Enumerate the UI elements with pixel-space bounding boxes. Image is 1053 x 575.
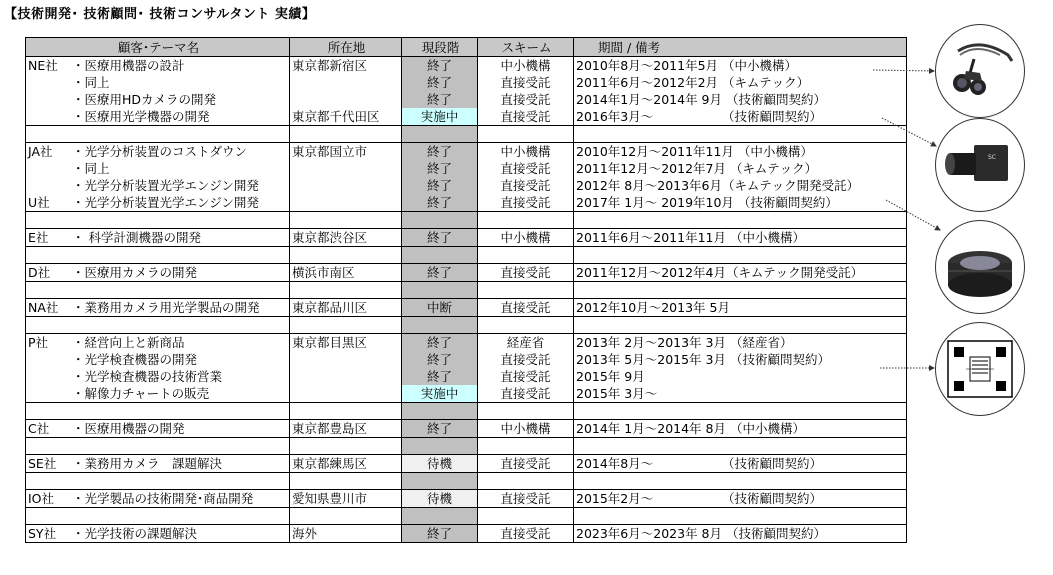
status-badge: 終了	[402, 420, 478, 438]
period-cell: 2011年12月～2012年4月（キムテック開発受託）	[574, 264, 907, 282]
header-status: 現段階	[402, 38, 478, 57]
company-name: SY社	[28, 526, 57, 541]
status-badge: 終了	[402, 351, 478, 368]
header-location: 所在地	[290, 38, 402, 57]
location-cell: 東京都目黒区	[290, 334, 402, 352]
period-cell: 2011年12月～2012年7月 （キムテック）	[574, 160, 907, 177]
scheme-cell: 直接受託	[478, 525, 574, 543]
scheme-cell: 経産省	[478, 334, 574, 352]
header-scheme: スキーム	[478, 38, 574, 57]
theme-name: ・光学分析装置光学エンジン開発	[72, 178, 259, 193]
period-cell: 2015年 9月	[574, 368, 907, 385]
theme-name: ・医療用カメラの開発	[72, 265, 198, 280]
scheme-cell: 直接受託	[478, 160, 574, 177]
scheme-cell: 中小機構	[478, 420, 574, 438]
theme-name: ・光学検査機器の開発	[72, 352, 198, 367]
status-badge: 待機	[402, 455, 478, 473]
theme-name: ・解像力チャートの販売	[72, 386, 210, 401]
scheme-cell: 直接受託	[478, 368, 574, 385]
scheme-cell: 直接受託	[478, 455, 574, 473]
location-cell: 東京都渋谷区	[290, 229, 402, 247]
period-cell: 2017年 1月～ 2019年10月 （技術顧問契約）	[574, 194, 907, 212]
location-cell: 愛知県豊川市	[290, 490, 402, 508]
theme-name: ・医療用HDカメラの開発	[72, 92, 217, 107]
period-cell: 2014年 1月～2014年 8月 （中小機構）	[574, 420, 907, 438]
company-name: IO社	[28, 491, 55, 506]
status-badge: 終了	[402, 525, 478, 543]
status-badge: 終了	[402, 74, 478, 91]
company-name: NA社	[28, 300, 59, 315]
period-cell: 2012年10月～2013年 5月	[574, 299, 907, 317]
company-name: D社	[28, 265, 51, 280]
company-name: JA社	[28, 144, 53, 159]
company-name: SE社	[28, 456, 57, 471]
theme-name: ・医療用機器の設計	[72, 58, 185, 73]
scheme-cell: 直接受託	[478, 385, 574, 403]
company-name: C社	[28, 421, 50, 436]
company-name: E社	[28, 230, 49, 245]
status-badge: 終了	[402, 177, 478, 194]
theme-name: ・同上	[72, 75, 110, 90]
scheme-cell: 直接受託	[478, 74, 574, 91]
theme-name: ・ 科学計測機器の開発	[72, 230, 201, 245]
status-badge: 実施中	[402, 108, 478, 126]
theme-name: ・光学分析装置光学エンジン開発	[72, 195, 259, 210]
header-period: 期間 / 備考	[574, 38, 907, 57]
scheme-cell: 直接受託	[478, 264, 574, 282]
status-badge: 実施中	[402, 385, 478, 403]
status-badge: 待機	[402, 490, 478, 508]
status-badge: 中断	[402, 299, 478, 317]
scheme-cell: 中小機構	[478, 229, 574, 247]
scheme-cell: 直接受託	[478, 108, 574, 126]
scheme-cell: 直接受託	[478, 351, 574, 368]
period-cell: 2014年1月～2014年 9月 （技術顧問契約）	[574, 91, 907, 108]
location-cell: 横浜市南区	[290, 264, 402, 282]
theme-name: ・光学検査機器の技術営業	[72, 369, 223, 384]
header-theme: 顧客･テーマ名	[26, 38, 290, 57]
theme-name: ・経営向上と新商品	[72, 335, 185, 350]
page-title: 【技術開発･ 技術顧問･ 技術コンサルタント 実績】	[4, 7, 316, 22]
status-badge: 終了	[402, 368, 478, 385]
company-name: P社	[28, 335, 49, 350]
period-cell: 2010年12月～2011年11月 （中小機構）	[574, 143, 907, 161]
status-badge: 終了	[402, 264, 478, 282]
status-badge: 終了	[402, 194, 478, 212]
scheme-cell: 直接受託	[478, 177, 574, 194]
period-cell: 2013年 2月～2013年 3月 （経産省）	[574, 334, 907, 352]
period-cell: 2015年 3月～	[574, 385, 907, 403]
location-cell: 東京都千代田区	[290, 108, 402, 126]
company-name: NE社	[28, 58, 58, 73]
status-badge: 終了	[402, 57, 478, 75]
period-cell: 2010年8月～2011年5月 （中小機構）	[574, 57, 907, 75]
period-cell: 2023年6月～2023年 8月 （技術顧問契約）	[574, 525, 907, 543]
location-cell: 東京都練馬区	[290, 455, 402, 473]
scheme-cell: 直接受託	[478, 490, 574, 508]
location-cell: 東京都新宿区	[290, 57, 402, 75]
status-badge: 終了	[402, 91, 478, 108]
status-badge: 終了	[402, 229, 478, 247]
svg-text:SC: SC	[988, 154, 996, 161]
theme-name: ・業務用カメラ 課題解決	[72, 456, 223, 471]
theme-name: ・光学技術の課題解決	[72, 526, 198, 541]
theme-name: ・光学製品の技術開発･商品開発	[72, 491, 254, 506]
scheme-cell: 直接受託	[478, 299, 574, 317]
scheme-cell: 中小機構	[478, 57, 574, 75]
company-name: U社	[28, 195, 50, 210]
theme-name: ・同上	[72, 161, 110, 176]
period-cell: 2014年8月～ （技術顧問契約）	[574, 455, 907, 473]
location-cell: 東京都豊島区	[290, 420, 402, 438]
period-cell: 2011年6月～2012年2月 （キムテック）	[574, 74, 907, 91]
period-cell: 2015年2月～ （技術顧問契約）	[574, 490, 907, 508]
status-badge: 終了	[402, 143, 478, 161]
location-cell: 東京都品川区	[290, 299, 402, 317]
status-badge: 終了	[402, 334, 478, 352]
theme-name: ・業務用カメラ用光学製品の開発	[72, 300, 260, 315]
scheme-cell: 直接受託	[478, 194, 574, 212]
scheme-cell: 直接受託	[478, 91, 574, 108]
location-cell: 海外	[290, 525, 402, 543]
period-cell: 2012年 8月～2013年6月（キムテック開発受託）	[574, 177, 907, 194]
period-cell: 2011年6月～2011年11月 （中小機構）	[574, 229, 907, 247]
location-cell: 東京都国立市	[290, 143, 402, 161]
period-cell: 2016年3月～ （技術顧問契約）	[574, 108, 907, 126]
theme-name: ・医療用光学機器の開発	[72, 109, 210, 124]
scheme-cell: 中小機構	[478, 143, 574, 161]
theme-name: ・医療用機器の開発	[72, 421, 185, 436]
theme-name: ・光学分析装置のコストダウン	[72, 144, 248, 159]
status-badge: 終了	[402, 160, 478, 177]
period-cell: 2013年 5月～2015年 3月 （技術顧問契約）	[574, 351, 907, 368]
